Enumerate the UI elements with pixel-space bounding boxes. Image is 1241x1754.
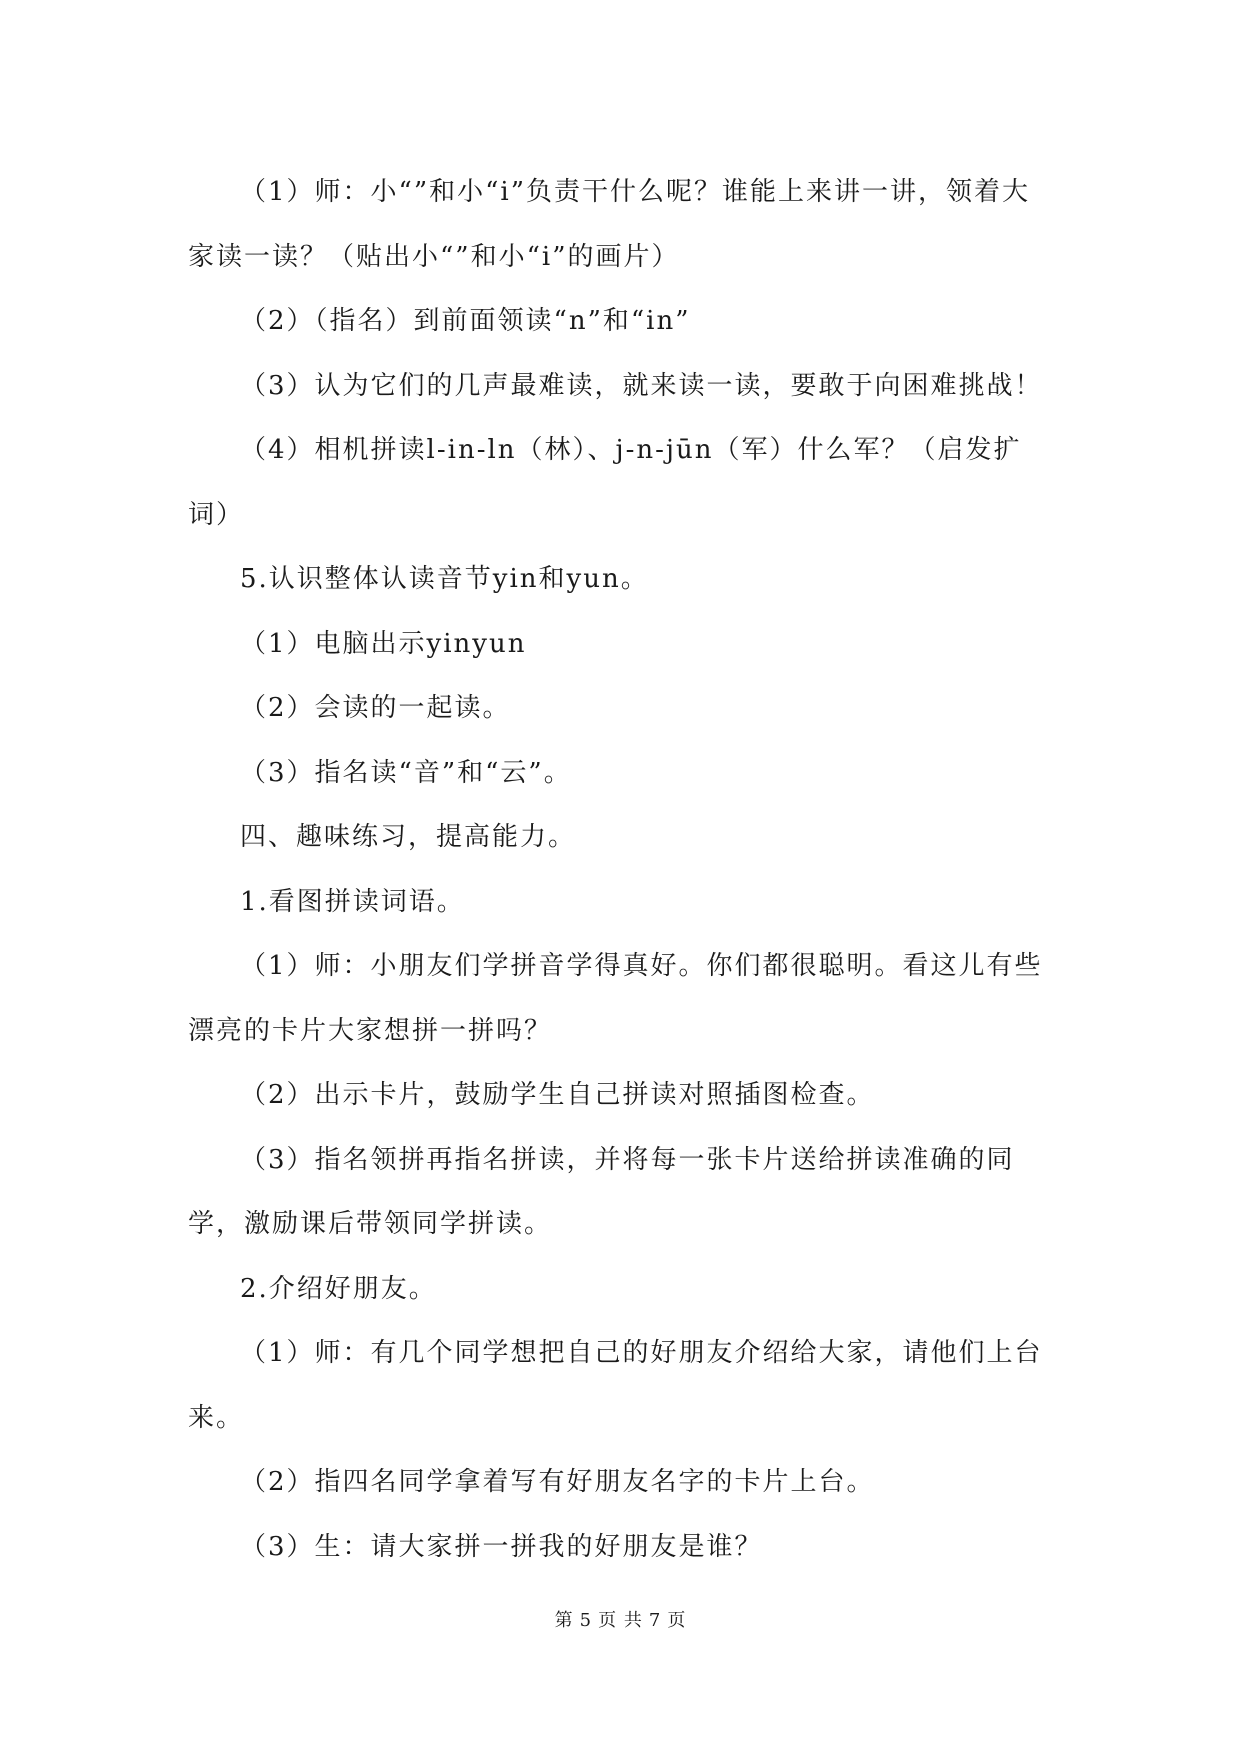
paragraph: （3）生：请大家拼一拼我的好朋友是谁？ <box>240 1531 763 1562</box>
paragraph: （1）师：小“”和小“i”负责干什么呢？谁能上来讲一讲，领着大家读一读？（贴出小“”和小“i”的画片） <box>188 177 1031 272</box>
paragraph: （2）（指名）到前面领读“n”和“in” <box>240 306 691 336</box>
paragraph: （4）相机拼读l-in-ln（林）、j-n-jūn（军）什么军？（启发扩词） <box>188 435 1022 530</box>
section-heading: 四、趣味练习，提高能力。 <box>240 822 577 852</box>
paragraph: （1）师：小朋友们学拼音学得真好。你们都很聪明。看这儿有些漂亮的卡片大家想拼一拼吗？ <box>188 951 1043 1046</box>
paragraph: （3）指名读“音”和“云”。 <box>240 757 572 788</box>
footer-middle: 页 共 <box>598 1610 643 1631</box>
paragraph: 5.认识整体认读音节yin和yun。 <box>240 564 649 594</box>
paragraph: （3）指名领拼再指名拼读，并将每一张卡片送给拼读准确的同学，激励课后带领同学拼读。 <box>188 1144 1015 1239</box>
paragraph: 1.看图拼读词语。 <box>240 886 465 917</box>
document-body <box>188 160 1054 1579</box>
page-footer <box>0 1606 1241 1632</box>
page-number-current: 5 <box>579 1610 593 1631</box>
paragraph: （2）出示卡片，鼓励学生自己拼读对照插图检查。 <box>240 1080 875 1110</box>
paragraph: （1）电脑出示yinyun <box>240 628 527 659</box>
paragraph: 2.介绍好朋友。 <box>240 1273 437 1304</box>
paragraph: （2）会读的一起读。 <box>240 693 511 723</box>
paragraph: （3）认为它们的几声最难读，就来读一读，要敢于向困难挑战！ <box>240 370 1043 401</box>
paragraph: （2）指四名同学拿着写有好朋友名字的卡片上台。 <box>240 1467 875 1497</box>
footer-suffix: 页 <box>667 1610 687 1631</box>
paragraph: （1）师：有几个同学想把自己的好朋友介绍给大家，请他们上台来。 <box>188 1338 1043 1433</box>
footer-prefix: 第 <box>554 1610 574 1631</box>
page-number-total: 7 <box>648 1610 662 1631</box>
